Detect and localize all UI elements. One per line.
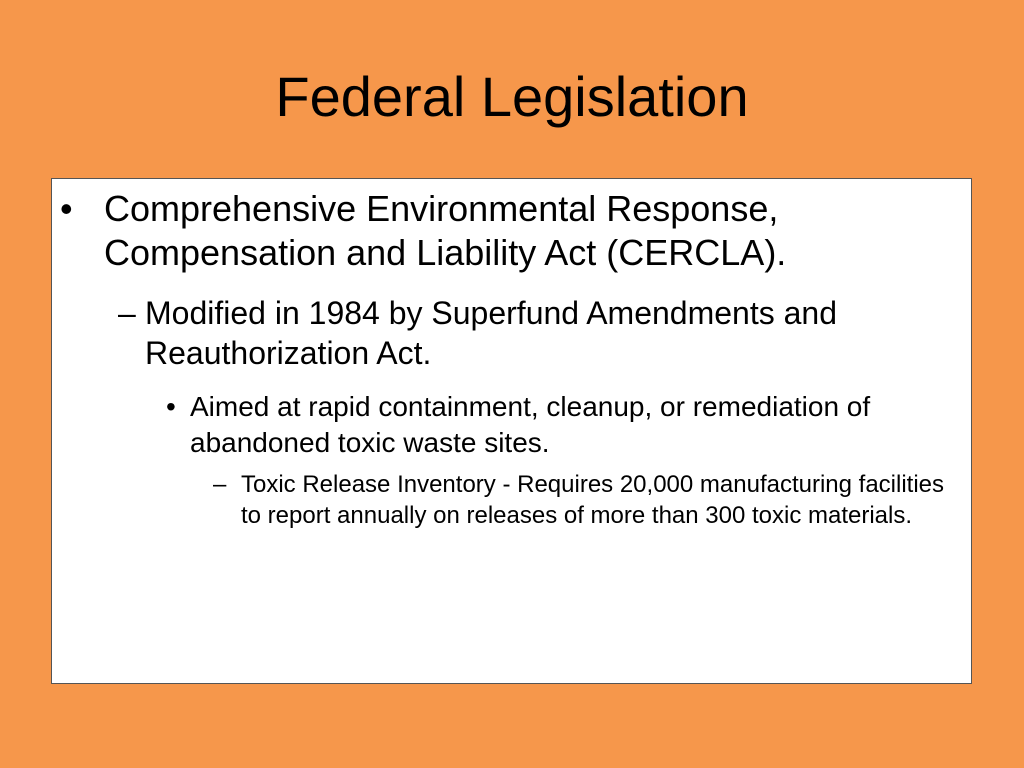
bullet-item-toxic-release (213, 469, 953, 531)
bullet-item-superfund (118, 293, 958, 373)
bullet-dash-icon: – (213, 471, 227, 498)
bullet-item-containment (166, 389, 946, 461)
bullet-item-cercla (60, 187, 950, 275)
bullet-dot-icon: • (166, 391, 176, 422)
bullet-dot-icon: • (60, 188, 73, 229)
bullet-text-containment: Aimed at rapid containment, cleanup, or remediation of abandoned toxic waste sites. (190, 391, 871, 458)
bullet-text-superfund: Modified in 1984 by Superfund Amendments and Reauthorization Act. (145, 295, 838, 371)
bullet-dash-icon: – (118, 295, 136, 331)
content-box (51, 178, 972, 684)
bullet-text-toxic-release: Toxic Release Inventory - Requires 20,000 manufacturing facilities to report annually on releases of more than 300 toxic materials. (241, 471, 945, 529)
slide-title: Federal Legislation (275, 65, 749, 128)
bullet-text-cercla: Comprehensive Environmental Response, Compensation and Liability Act (CERCLA). (104, 188, 787, 273)
